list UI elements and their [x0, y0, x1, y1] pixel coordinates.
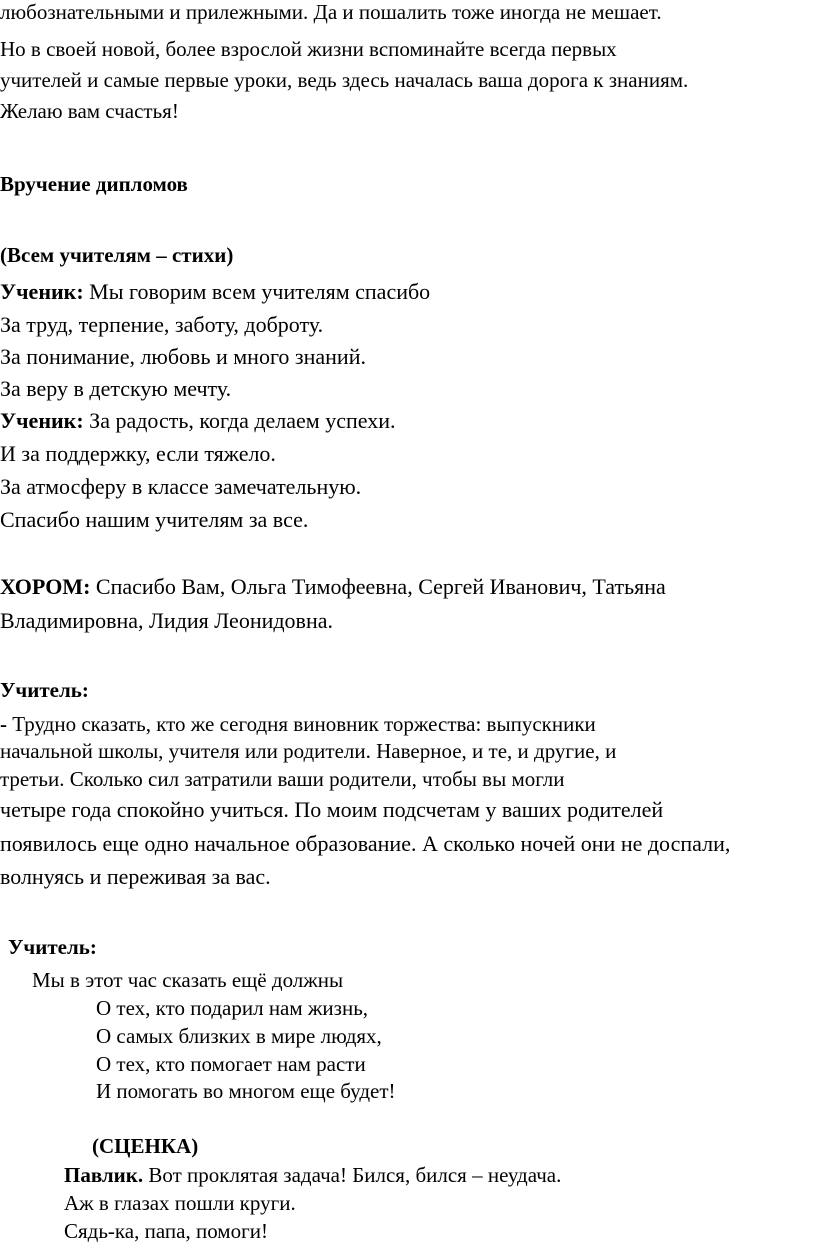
- teacher1-speaker: [0, 680, 89, 701]
- scene-line-1: [64, 1165, 561, 1186]
- teacher1-line-4: четыре года спокойно учиться. По моим подсчетам у ваших родителей: [0, 797, 664, 822]
- teacher1-line-3: третьи. Сколько сил затратили ваши родители, чтобы вы могли: [0, 767, 565, 791]
- poem-heading-text: (Всем учителям – стихи): [0, 243, 234, 267]
- poem-line-6: И за поддержку, если тяжело.: [0, 441, 276, 466]
- intro-line-4: Желаю вам счастья!: [0, 99, 179, 123]
- intro-line-2: Но в своей новой, более взрослой жизни вспоминайте всегда первых: [0, 37, 617, 61]
- scene-heading: [92, 1136, 198, 1157]
- intro-line-1: любознательными и прилежными. Да и пошалить тоже иногда не мешает.: [0, 0, 662, 24]
- teacher2-line-5: И помогать во многом еще будет!: [96, 1079, 396, 1103]
- teacher2-line-3: О самых близких в мире людях,: [96, 1024, 382, 1048]
- speaker-pavlik: Павлик.: [64, 1163, 144, 1187]
- poem-line-2: За труд, терпение, заботу, доброту.: [0, 312, 324, 337]
- diplomas-heading: [0, 174, 188, 195]
- teacher1-dash: -: [0, 712, 7, 736]
- teacher1-line-6: волнуясь и переживая за вас.: [0, 864, 271, 889]
- teacher2-line-2: О тех, кто подарил нам жизнь,: [96, 996, 369, 1020]
- teacher1-line-2: начальной школы, учителя или родители. Наверное, и те, и другие, и: [0, 739, 617, 763]
- scene-line-1-text: Вот проклятая задача! Бился, бился – неудача.: [143, 1163, 562, 1187]
- diplomas-heading-text: Вручение дипломов: [0, 172, 188, 196]
- intro-line-3: учителей и самые первые уроки, ведь здесь началась ваша дорога к знаниям.: [0, 68, 689, 92]
- scene-line-2: Аж в глазах пошли круги.: [64, 1191, 296, 1215]
- poem-heading: [0, 245, 233, 266]
- poem-line-3: За понимание, любовь и много знаний.: [0, 344, 366, 369]
- scene-line-3: Сядь-ка, папа, помоги!: [64, 1219, 268, 1243]
- teacher2-speaker-text: Учитель:: [8, 935, 97, 959]
- poem-line-8: Спасибо нашим учителям за все.: [0, 507, 309, 532]
- poem-line-4: За веру в детскую мечту.: [0, 376, 232, 401]
- teacher2-line-1: Мы в этот час сказать ещё должны: [32, 968, 344, 992]
- poem-line-1: [0, 281, 430, 303]
- scene-heading-text: (СЦЕНКА): [92, 1134, 199, 1158]
- teacher1-line-1: [0, 714, 596, 735]
- teacher2-line-4: О тех, кто помогает нам расти: [96, 1052, 366, 1076]
- poem-line-5-text: За радость, когда делаем успехи.: [83, 408, 396, 433]
- poem-line-7: За атмосферу в классе замечательную.: [0, 474, 362, 499]
- teacher1-speaker-text: Учитель:: [0, 678, 89, 702]
- chorus-line-1: [0, 576, 666, 598]
- teacher1-line-5: появилось еще одно начальное образование. А сколько ночей они не доспали,: [0, 831, 731, 856]
- speaker-student-1: Ученик:: [0, 279, 84, 304]
- teacher1-line-1-text: Трудно сказать, кто же сегодня виновник торжества: выпускники: [7, 712, 596, 736]
- speaker-chorus: ХОРОМ:: [0, 574, 91, 599]
- teacher2-speaker: [8, 937, 97, 958]
- poem-line-5: [0, 410, 396, 432]
- chorus-line-1-text: Спасибо Вам, Ольга Тимофеевна, Сергей Иванович, Татьяна: [90, 574, 666, 599]
- poem-line-1-text: Мы говорим всем учителям спасибо: [83, 279, 431, 304]
- speaker-student-2: Ученик:: [0, 408, 84, 433]
- chorus-line-2: Владимировна, Лидия Леонидовна.: [0, 608, 333, 633]
